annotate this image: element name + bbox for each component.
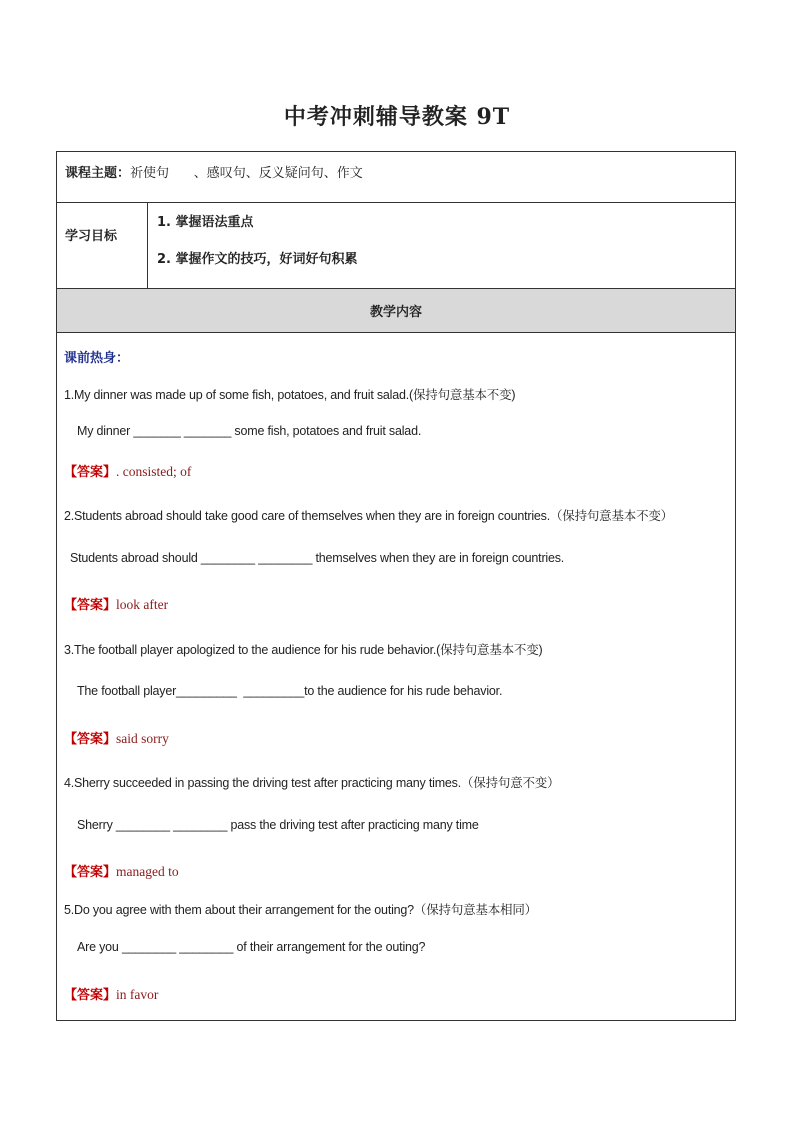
question-rewrite: The football player_________ _________to the audience for his rude behavior.: [77, 684, 503, 698]
topic-line: [65, 162, 363, 181]
answer-line: [64, 728, 169, 747]
content-header: 教学内容: [369, 305, 422, 320]
question-prompt: 4.Sherry succeeded in passing the driving test after practicing many times.（保持句意不变）: [64, 776, 560, 790]
answer-value: said sorry: [116, 731, 169, 746]
content-header-row: [57, 289, 735, 333]
goals-row: [57, 203, 735, 289]
answer-line: [64, 861, 179, 880]
goal-item: 1. 掌握语法重点: [157, 215, 254, 230]
answer-value: . consisted; of: [116, 464, 192, 479]
answer-tag: 【答案】: [64, 465, 117, 480]
answer-value: look after: [116, 597, 169, 612]
answer-value: in favor: [116, 987, 159, 1002]
topic-row: [57, 152, 735, 203]
question-prompt: 2.Students abroad should take good care of themselves when they are in foreign countries.（保持句意基本不变）: [64, 509, 673, 523]
answer-line: [64, 461, 191, 480]
question-rewrite: Sherry ________ ________ pass the driving test after practicing many time: [77, 818, 479, 832]
question-rewrite: Are you ________ ________ of their arrangement for the outing?: [77, 940, 426, 954]
answer-line: [64, 984, 158, 1003]
question-prompt: 3.The football player apologized to the audience for his rude behavior.(保持句意基本不变): [64, 643, 543, 657]
topic-value: 祈使句 、感叹句、反义疑问句、作文: [130, 166, 363, 181]
goals-label: 学习目标: [65, 229, 118, 244]
question-rewrite: My dinner _______ _______ some fish, potatoes and fruit salad.: [77, 424, 422, 438]
answer-value: managed to: [116, 864, 179, 879]
answer-tag: 【答案】: [64, 988, 117, 1003]
answer-tag: 【答案】: [64, 865, 117, 880]
goals-divider: [147, 203, 148, 288]
lesson-table: [56, 151, 736, 1021]
answer-tag: 【答案】: [64, 732, 117, 747]
answer-tag: 【答案】: [64, 598, 117, 613]
page-title: 中考冲刺辅导教案 9T: [283, 104, 511, 130]
question-rewrite: Students abroad should ________ ________ themselves when they are in foreign countries.: [70, 551, 565, 565]
warmup-title: 课前热身：: [64, 351, 130, 366]
topic-label: 课程主题：: [65, 166, 131, 181]
question-prompt: 1.My dinner was made up of some fish, potatoes, and fruit salad.(保持句意基本不变): [64, 388, 516, 402]
goal-item: 2. 掌握作文的技巧，好词好句积累: [157, 252, 358, 267]
answer-line: [64, 594, 168, 613]
question-prompt: 5.Do you agree with them about their arrangement for the outing?（保持句意基本相同）: [64, 903, 537, 917]
